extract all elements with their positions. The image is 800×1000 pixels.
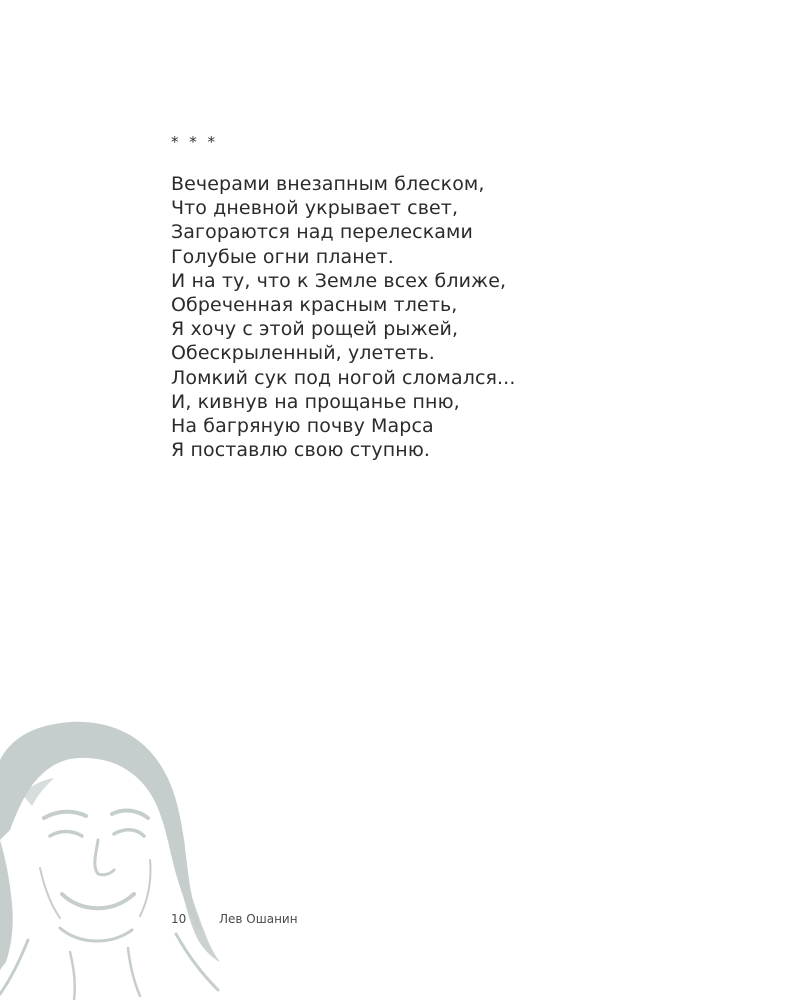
author-name: Лев Ошанин [219, 912, 298, 926]
poem-line: Обескрыленный, улететь. [171, 342, 435, 365]
poem-line: Голубые огни планет. [171, 245, 394, 268]
poem-line: Загораются над перелесками [171, 221, 473, 244]
poem-line: Ломкий сук под ногой сломался... [171, 366, 516, 389]
page-footer [171, 911, 298, 927]
poem-line: Обреченная красным тлеть, [171, 294, 458, 317]
poem-line: На багряную почву Марса [171, 415, 434, 438]
poem-line: Я хочу с этой рощей рыжей, [171, 318, 459, 341]
poem-separator: * * * [171, 133, 219, 151]
page-number: 10 [171, 912, 187, 926]
portrait-illustration [0, 690, 240, 1000]
poem-line: Что дневной укрывает свет, [171, 197, 459, 220]
poem-line: И на ту, что к Земле всех ближе, [171, 269, 507, 292]
poem-line: И, кивнув на прощанье пню, [171, 390, 460, 413]
poem-line: Я поставлю свою ступню. [171, 439, 431, 462]
poem-line: Вечерами внезапным блеском, [171, 173, 485, 195]
poem [171, 132, 691, 462]
